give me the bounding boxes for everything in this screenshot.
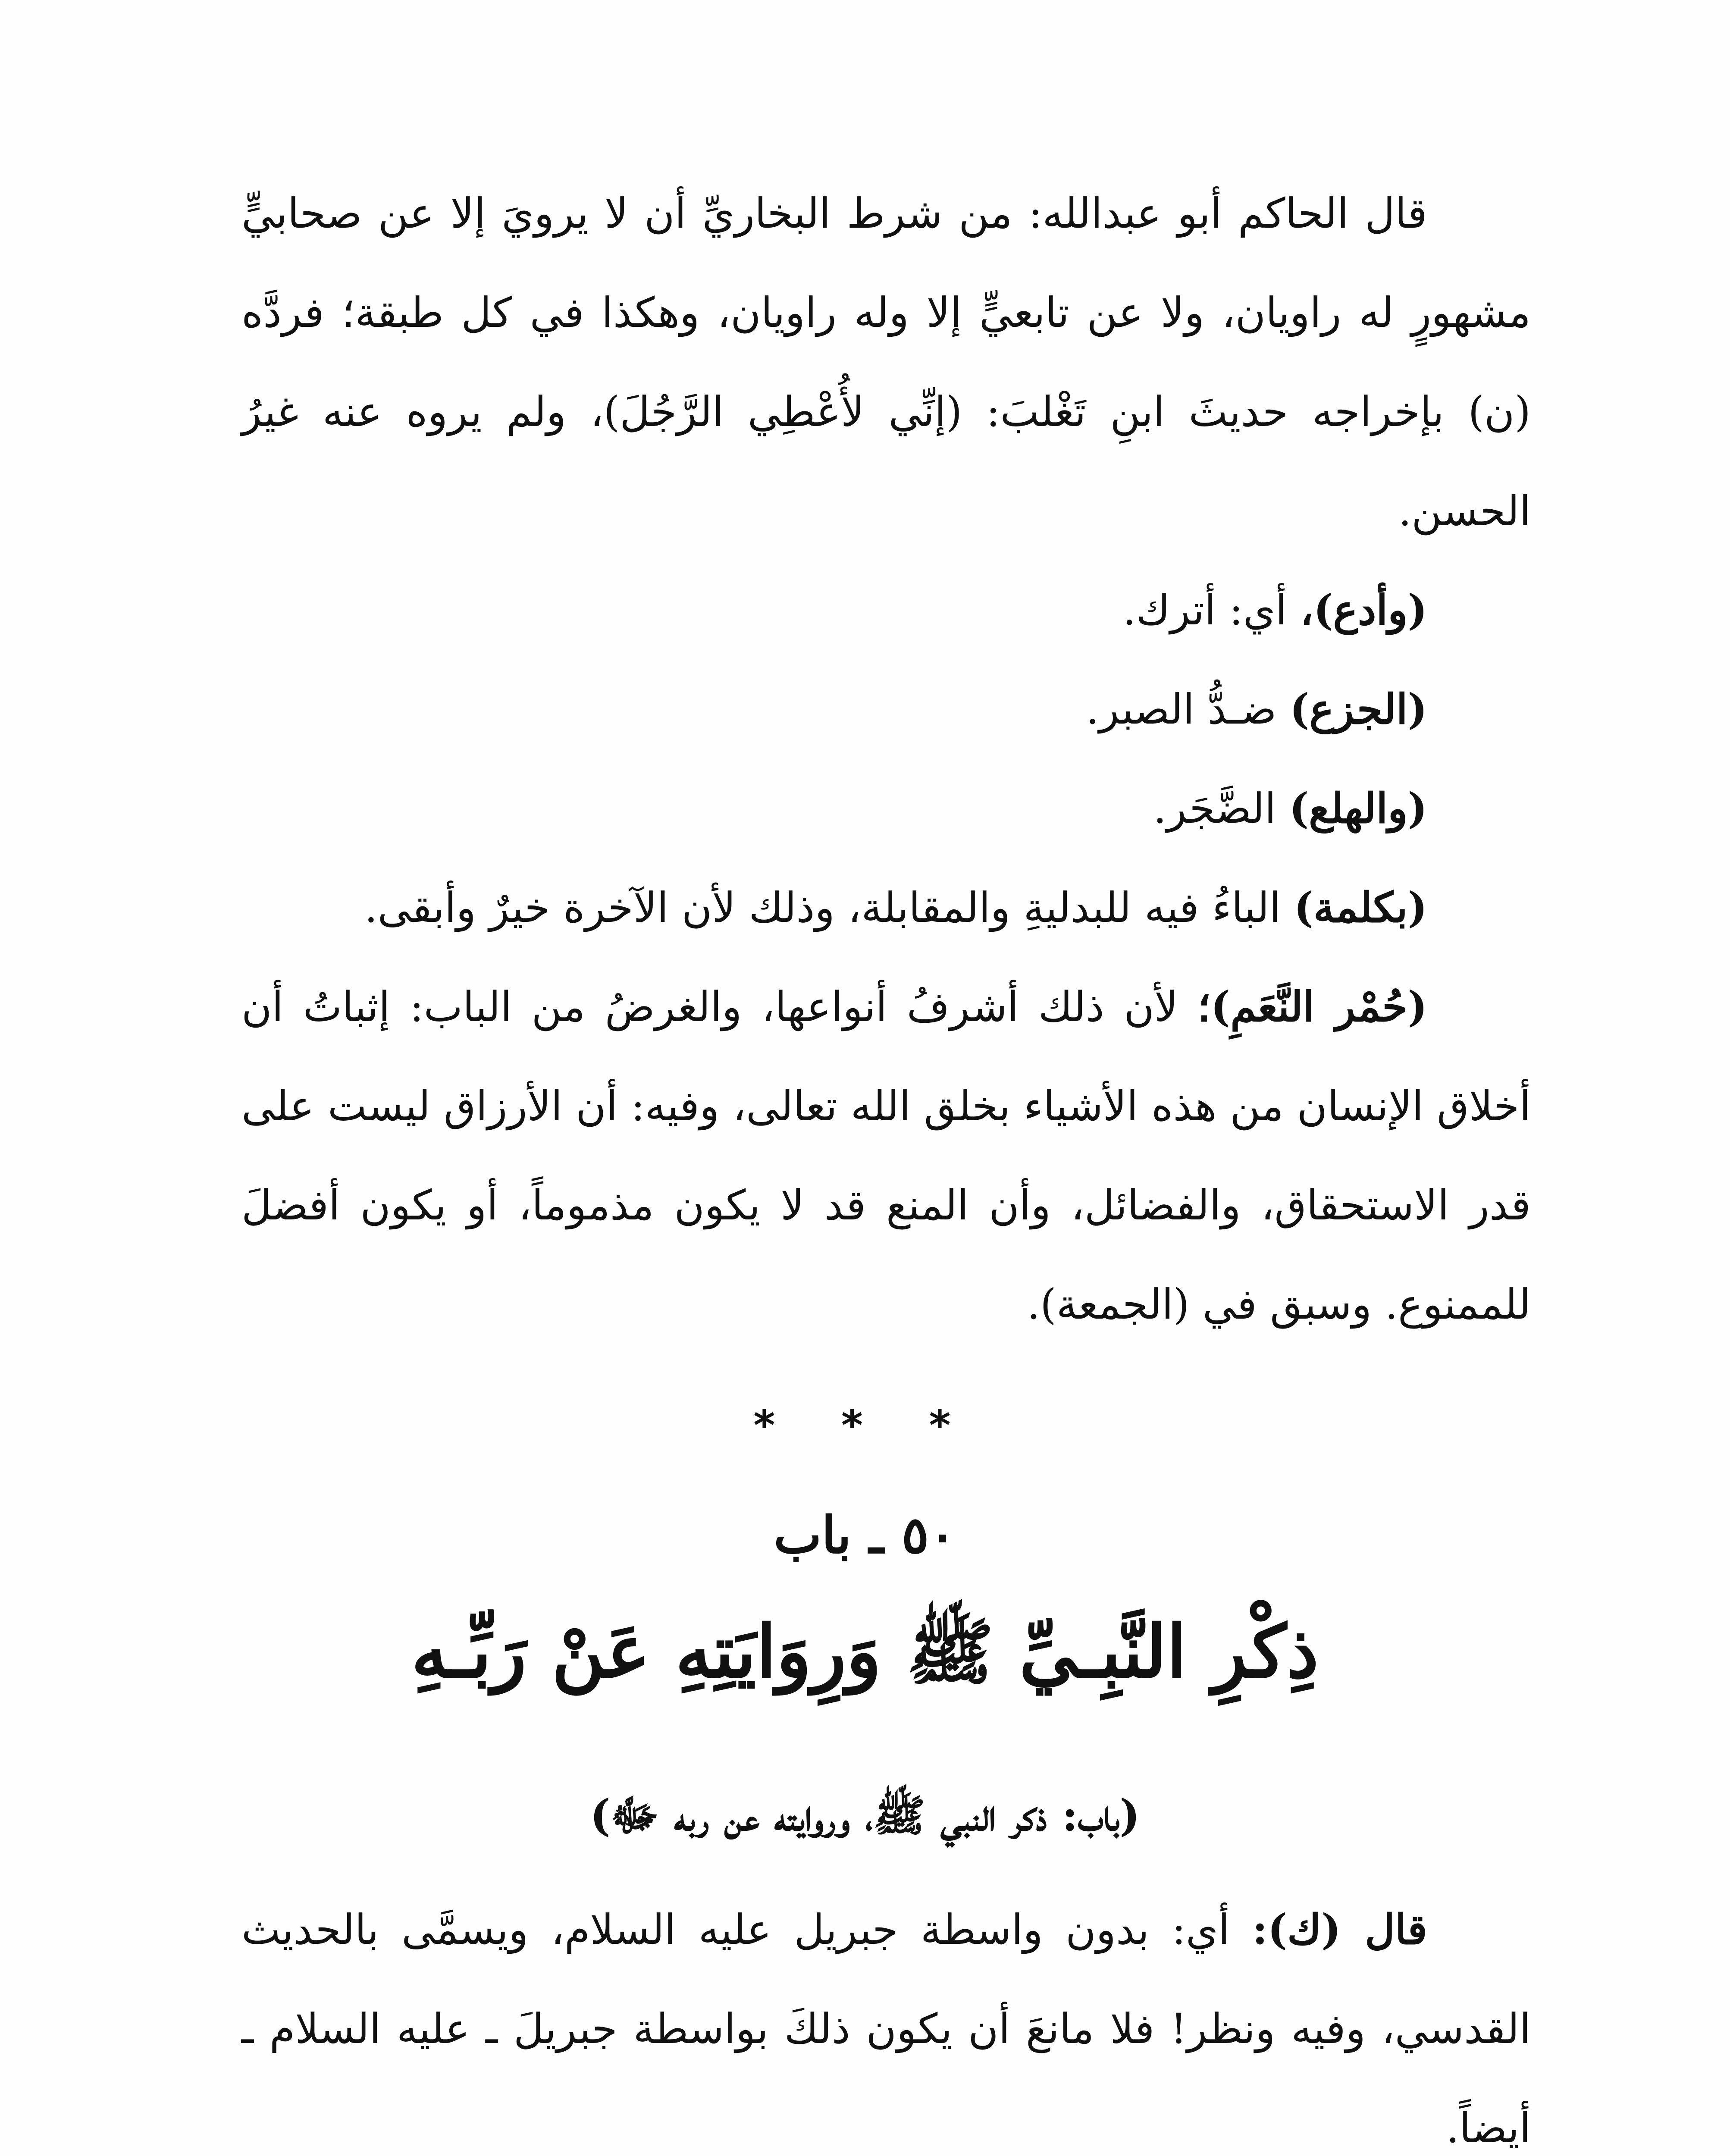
term-al-jaza: (الجزع) bbox=[1290, 685, 1427, 733]
chapter-number: ٥٠ ـ باب bbox=[774, 1505, 956, 1565]
paragraph-hakim-quote: قال الحاكم أبو عبدالله: من شرط البخاريِّ أن لا يرويَ إلا عن صحابيٍّ مشهورٍ له راويان، ولا عن تابعيٍّ إلا وله راويان، وهكذا في كل طبقة؛ فردَّه (ن) بإخراجه حديثَ ابنِ تَغْلبَ: (إنِّي لأُعْطِي الرَّجُلَ)، ولم يروه عنه غيرُ الحسن. bbox=[241, 189, 1531, 535]
gloss-qala-k: أي: بدون واسطة جبريل عليه السلام، ويسمَّى بالحديث القدسي، وفيه ونظر! فلا مانعَ أن يكون ذلكَ بواسطة جبريلَ ـ عليه السلام ـ أيضاً. bbox=[241, 1905, 1531, 2152]
term-humr-al-naam: (حُمْر النَّعَمِ)؛ bbox=[1197, 982, 1428, 1031]
paragraph-wa-ada bbox=[241, 561, 1531, 660]
commentary-block-bottom bbox=[241, 1880, 1531, 2156]
section-separator: * * * bbox=[753, 1401, 977, 1450]
term-wa-ada: (وأدع)، bbox=[1300, 586, 1427, 634]
term-qala-k: قال (ك): bbox=[1252, 1905, 1428, 1954]
gloss-bi-kalima: الباءُ فيه للبدليةِ والمقابلة، وذلك لأن الآخرة خيرٌ وأبقى. bbox=[364, 884, 1294, 932]
paragraph-bi-kalima bbox=[241, 858, 1531, 957]
sub-heading: (باب: ذكر النبي ﷺ، وروايته عن ربه ﷻ) bbox=[590, 1790, 1140, 1841]
gloss-al-hala: الضَّجَر. bbox=[1153, 784, 1289, 833]
gloss-humr-al-naam: لأن ذلك أشرفُ أنواعها، والغرضُ من الباب: إثباتُ أن أخلاق الإنسان من هذه الأشياء بخلق الله تعالى، وفيه: أن الأرزاق ليست على قدر الاستحقاق، والفضائل، وأن المنع قد لا يكون مذموماً، أو يكون أفضلَ للممنوع. وسبق في (الجمعة). bbox=[241, 983, 1531, 1329]
paragraph-qala-k bbox=[241, 1880, 1531, 2156]
term-bi-kalima: (بكلمة) bbox=[1294, 883, 1427, 932]
commentary-block-top bbox=[241, 164, 1531, 1354]
term-al-hala: (والهلع) bbox=[1289, 784, 1427, 833]
gloss-al-jaza: ضـدُّ الصبر. bbox=[1086, 685, 1290, 733]
paragraph-al-jaza bbox=[241, 660, 1531, 759]
chapter-title: ذِكْرِ النَّبِـيِّ ﷺ وَرِوَايَتِهِ عَنْ رَبِّـهِ bbox=[411, 1609, 1319, 1694]
paragraph-humr-al-naam bbox=[241, 957, 1531, 1354]
paragraph-al-hala bbox=[241, 759, 1531, 858]
gloss-wa-ada: أي: أترك. bbox=[1122, 586, 1301, 634]
